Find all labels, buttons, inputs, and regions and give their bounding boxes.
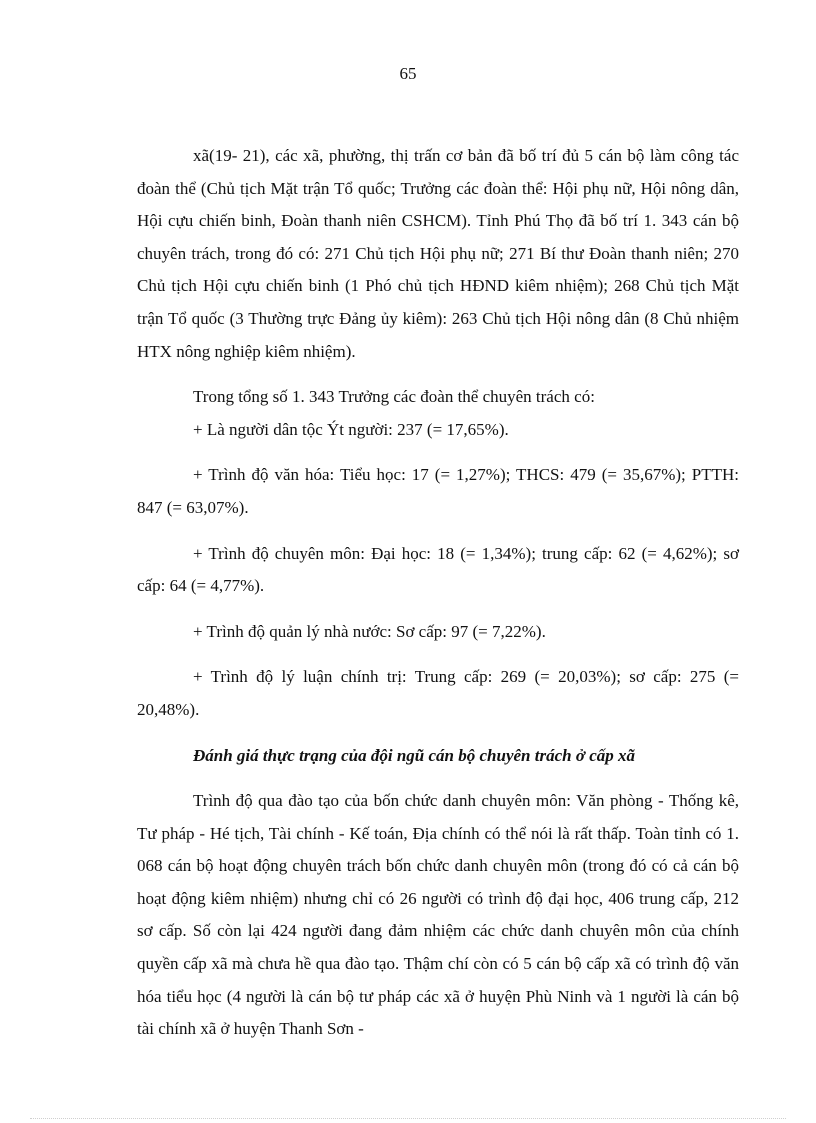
list-item-state-management: + Trình độ quản lý nhà nước: Sơ cấp: 97 (= 7,22%). (193, 621, 546, 641)
paragraph-assessment: Trình độ qua đào tạo của bốn chức danh chuyên môn: Văn phòng - Thống kê, Tư pháp - Hé tịch, Tài chính - Kế toán, Địa chính có thể nói là rất thấp. Toàn tỉnh có 1. 068 cán bộ hoạt động chuyên trách bốn chức danh chuyên môn (trong đó có cả cán bộ hoạt động kiêm nhiệm) nhưng chỉ có 26 người có trình độ đại học, 406 trung cấp, 212 sơ cấp. Số còn lại 424 người đang đảm nhiệm các chức danh chuyên môn của chính quyền cấp xã mà chưa hề qua đào tạo. Thậm chí còn có 5 cán bộ cấp xã có trình độ văn hóa tiểu học (4 người là cán bộ tư pháp các xã ở huyện Phù Ninh và 1 người là cán bộ tài chính xã ở huyện Thanh Sơn - (137, 791, 739, 1039)
list-item-ethnic: + Là người dân tộc Ýt người: 237 (= 17,65%). (193, 419, 509, 439)
list-item-professional: + Trình độ chuyên môn: Đại học: 18 (= 1,34%); trung cấp: 62 (= 4,62%); sơ cấp: 64 (= 4,77%). (137, 543, 739, 596)
page-bottom-rule (30, 1118, 786, 1119)
document-body (137, 140, 739, 1046)
paragraph-total-heads: Trong tổng số 1. 343 Trưởng các đoàn thể chuyên trách có: (193, 387, 595, 407)
page-number: 65 (399, 64, 417, 83)
list-item-education: + Trình độ văn hóa: Tiểu học: 17 (= 1,27%); THCS: 479 (= 35,67%); PTTH: 847 (= 63,07%). (137, 465, 739, 517)
section-heading: Đánh giá thực trạng của đội ngũ cán bộ chuyên trách ở cấp xã (193, 745, 635, 765)
paragraph-staffing-overview: xã(19- 21), các xã, phường, thị trấn cơ bản đã bố trí đủ 5 cán bộ làm công tác đoàn thể (Chủ tịch Mặt trận Tổ quốc; Trưởng các đoàn thể: Hội phụ nữ, Hội nông dân, Hội cựu chiến binh, Đoàn thanh niên CSHCM). Tỉnh Phú Thọ đã bố trí 1. 343 cán bộ chuyên trách, trong đó có: 271 Chủ tịch Hội phụ nữ; 271 Bí thư Đoàn thanh niên; 270 Chủ tịch Hội cựu chiến binh (1 Phó chủ tịch HĐND kiêm nhiệm); 268 Chủ tịch Mặt trận Tổ quốc (3 Thường trực Đảng ủy kiêm): 263 Chủ tịch Hội nông dân (8 Chủ nhiệm HTX nông nghiệp kiêm nhiệm). (137, 146, 739, 361)
list-item-political-theory: + Trình độ lý luận chính trị: Trung cấp: 269 (= 20,03%); sơ cấp: 275 (= 20,48%). (137, 667, 739, 719)
